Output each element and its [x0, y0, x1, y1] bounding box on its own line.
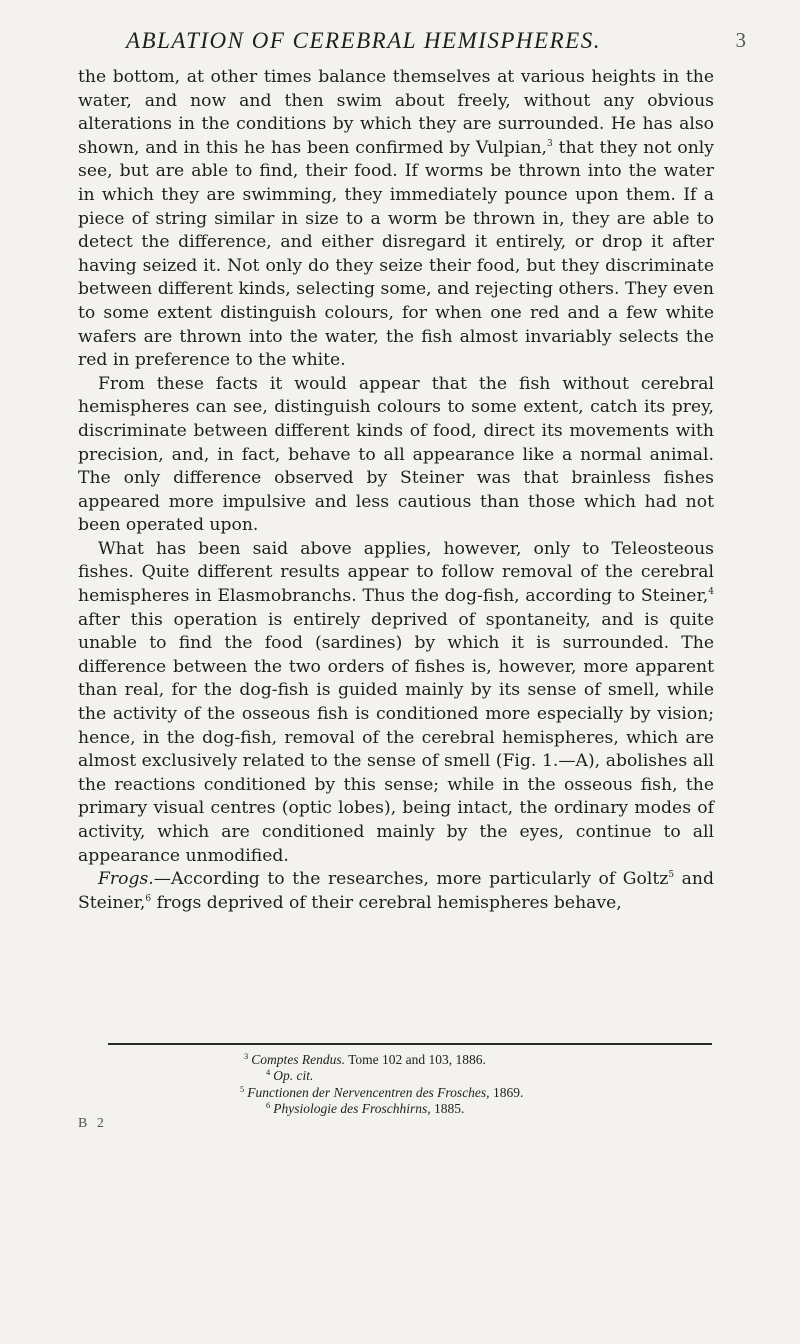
- paragraph-1: [78, 66, 714, 373]
- footnote-title: Op. cit.: [273, 1068, 314, 1084]
- footnote-ref-3: 3: [547, 138, 553, 149]
- paragraph-4-text-c: frogs deprived of their cerebral hemispheres behave,: [151, 892, 622, 913]
- footnote-ref-6: 6: [145, 893, 152, 904]
- footnote-3: [78, 1052, 714, 1068]
- signature-mark: B 2: [78, 1116, 107, 1131]
- footnote-ref-5: 5: [668, 870, 675, 881]
- footnote-number: 4: [266, 1067, 271, 1078]
- paragraph-1-text-b: that they not only see, but are able to find, their food. If worms be thrown into the water in which they are swimming, they immediately pounce upon them. If a piece of string similar in size to a worm be thrown in, they are able to detect the difference, and either disregard it entirely, or drop it after having seized it. Not only do they seize their food, but they discriminate between different kinds, selecting some, and rejecting others. They even to some extent distinguish colours, for when one red and a few white wafers are thrown into the water, the fish almost invariably selects the red in preference to the white.: [78, 137, 714, 371]
- paragraph-1-text-a: the bottom, at other times balance themselves at various heights in the water, and now and then swim about freely, without any obvious alterations in the conditions by which they are surrounded. He has also shown, and in this he has been confirmed by Vulpian,: [78, 67, 714, 158]
- running-head: [126, 18, 746, 58]
- frogs-heading: Frogs.: [98, 869, 154, 890]
- footnote-4: [78, 1068, 714, 1084]
- footnote-6: [78, 1101, 714, 1117]
- paragraph-2: [78, 373, 714, 538]
- paragraph-4-text-a: —According to the researches, more particularly of Goltz: [153, 869, 669, 890]
- paragraph-3-text-b: after this operation is entirely deprived of spontaneity, and is quite unable to find the food (sardines) by which it is surrounded. The difference between the two orders of fishes is, however, more apparent than real, for the dog-fish is guided mainly by its sense of smell, while the activity of the osseous fish is conditioned more especially by vision; hence, in the dog-fish, removal of the cerebral hemispheres, which are almost exclusively related to the sense of smell (Fig. 1.—A), abolishes all the reactions conditioned by this sense; while in the osseous fish, the primary visual centres (optic lobes), being intact, the ordinary modes of activity, which are conditioned mainly by the eyes, continue to all appearance unmodified.: [78, 609, 714, 866]
- paragraph-3-text-a: What has been said above applies, however, only to Teleosteous fishes. Quite different results appear to follow removal of the cerebral hemispheres in Elasmobranchs. Thus the dog-fish, according to Steiner,: [78, 538, 714, 607]
- paragraph-4: [78, 868, 714, 915]
- footnote-title: Comptes Rendus.: [251, 1052, 345, 1067]
- footnotes: [78, 1052, 714, 1118]
- footnote-title: Functionen der Nervencentren des Frosches,: [247, 1084, 490, 1100]
- paragraph-3: [78, 538, 714, 868]
- footnote-detail: 1885.: [430, 1101, 465, 1117]
- page-number: 3: [735, 28, 746, 52]
- footnote-detail: 1869.: [489, 1084, 524, 1100]
- footnote-number: 3: [244, 1051, 249, 1061]
- footnote-rule: [108, 1043, 712, 1045]
- paragraph-2-text: From these facts it would appear that the fish without cerebral hemispheres can see, distinguish colours to some extent, catch its prey, discriminate between different kinds of food, direct its movements with precision, and, in fact, behave to all appearance like a normal animal. The only difference observed by Steiner was that brainless fishes appeared more impulsive and less cautious than those which had not been operated upon.: [78, 373, 714, 536]
- footnote-detail: Tome 102 and 103, 1886.: [345, 1052, 486, 1067]
- footnote-number: 6: [266, 1100, 271, 1111]
- running-title: ABLATION OF CEREBRAL HEMISPHERES.: [126, 28, 601, 53]
- paragraph-4-text-b: and Steiner,: [78, 869, 714, 913]
- footnote-ref-4: 4: [708, 587, 714, 598]
- body-text: [78, 66, 714, 915]
- footnote-title: Physiologie des Froschhirns,: [273, 1101, 431, 1117]
- footnote-number: 5: [240, 1083, 245, 1094]
- footnote-5: [78, 1085, 714, 1101]
